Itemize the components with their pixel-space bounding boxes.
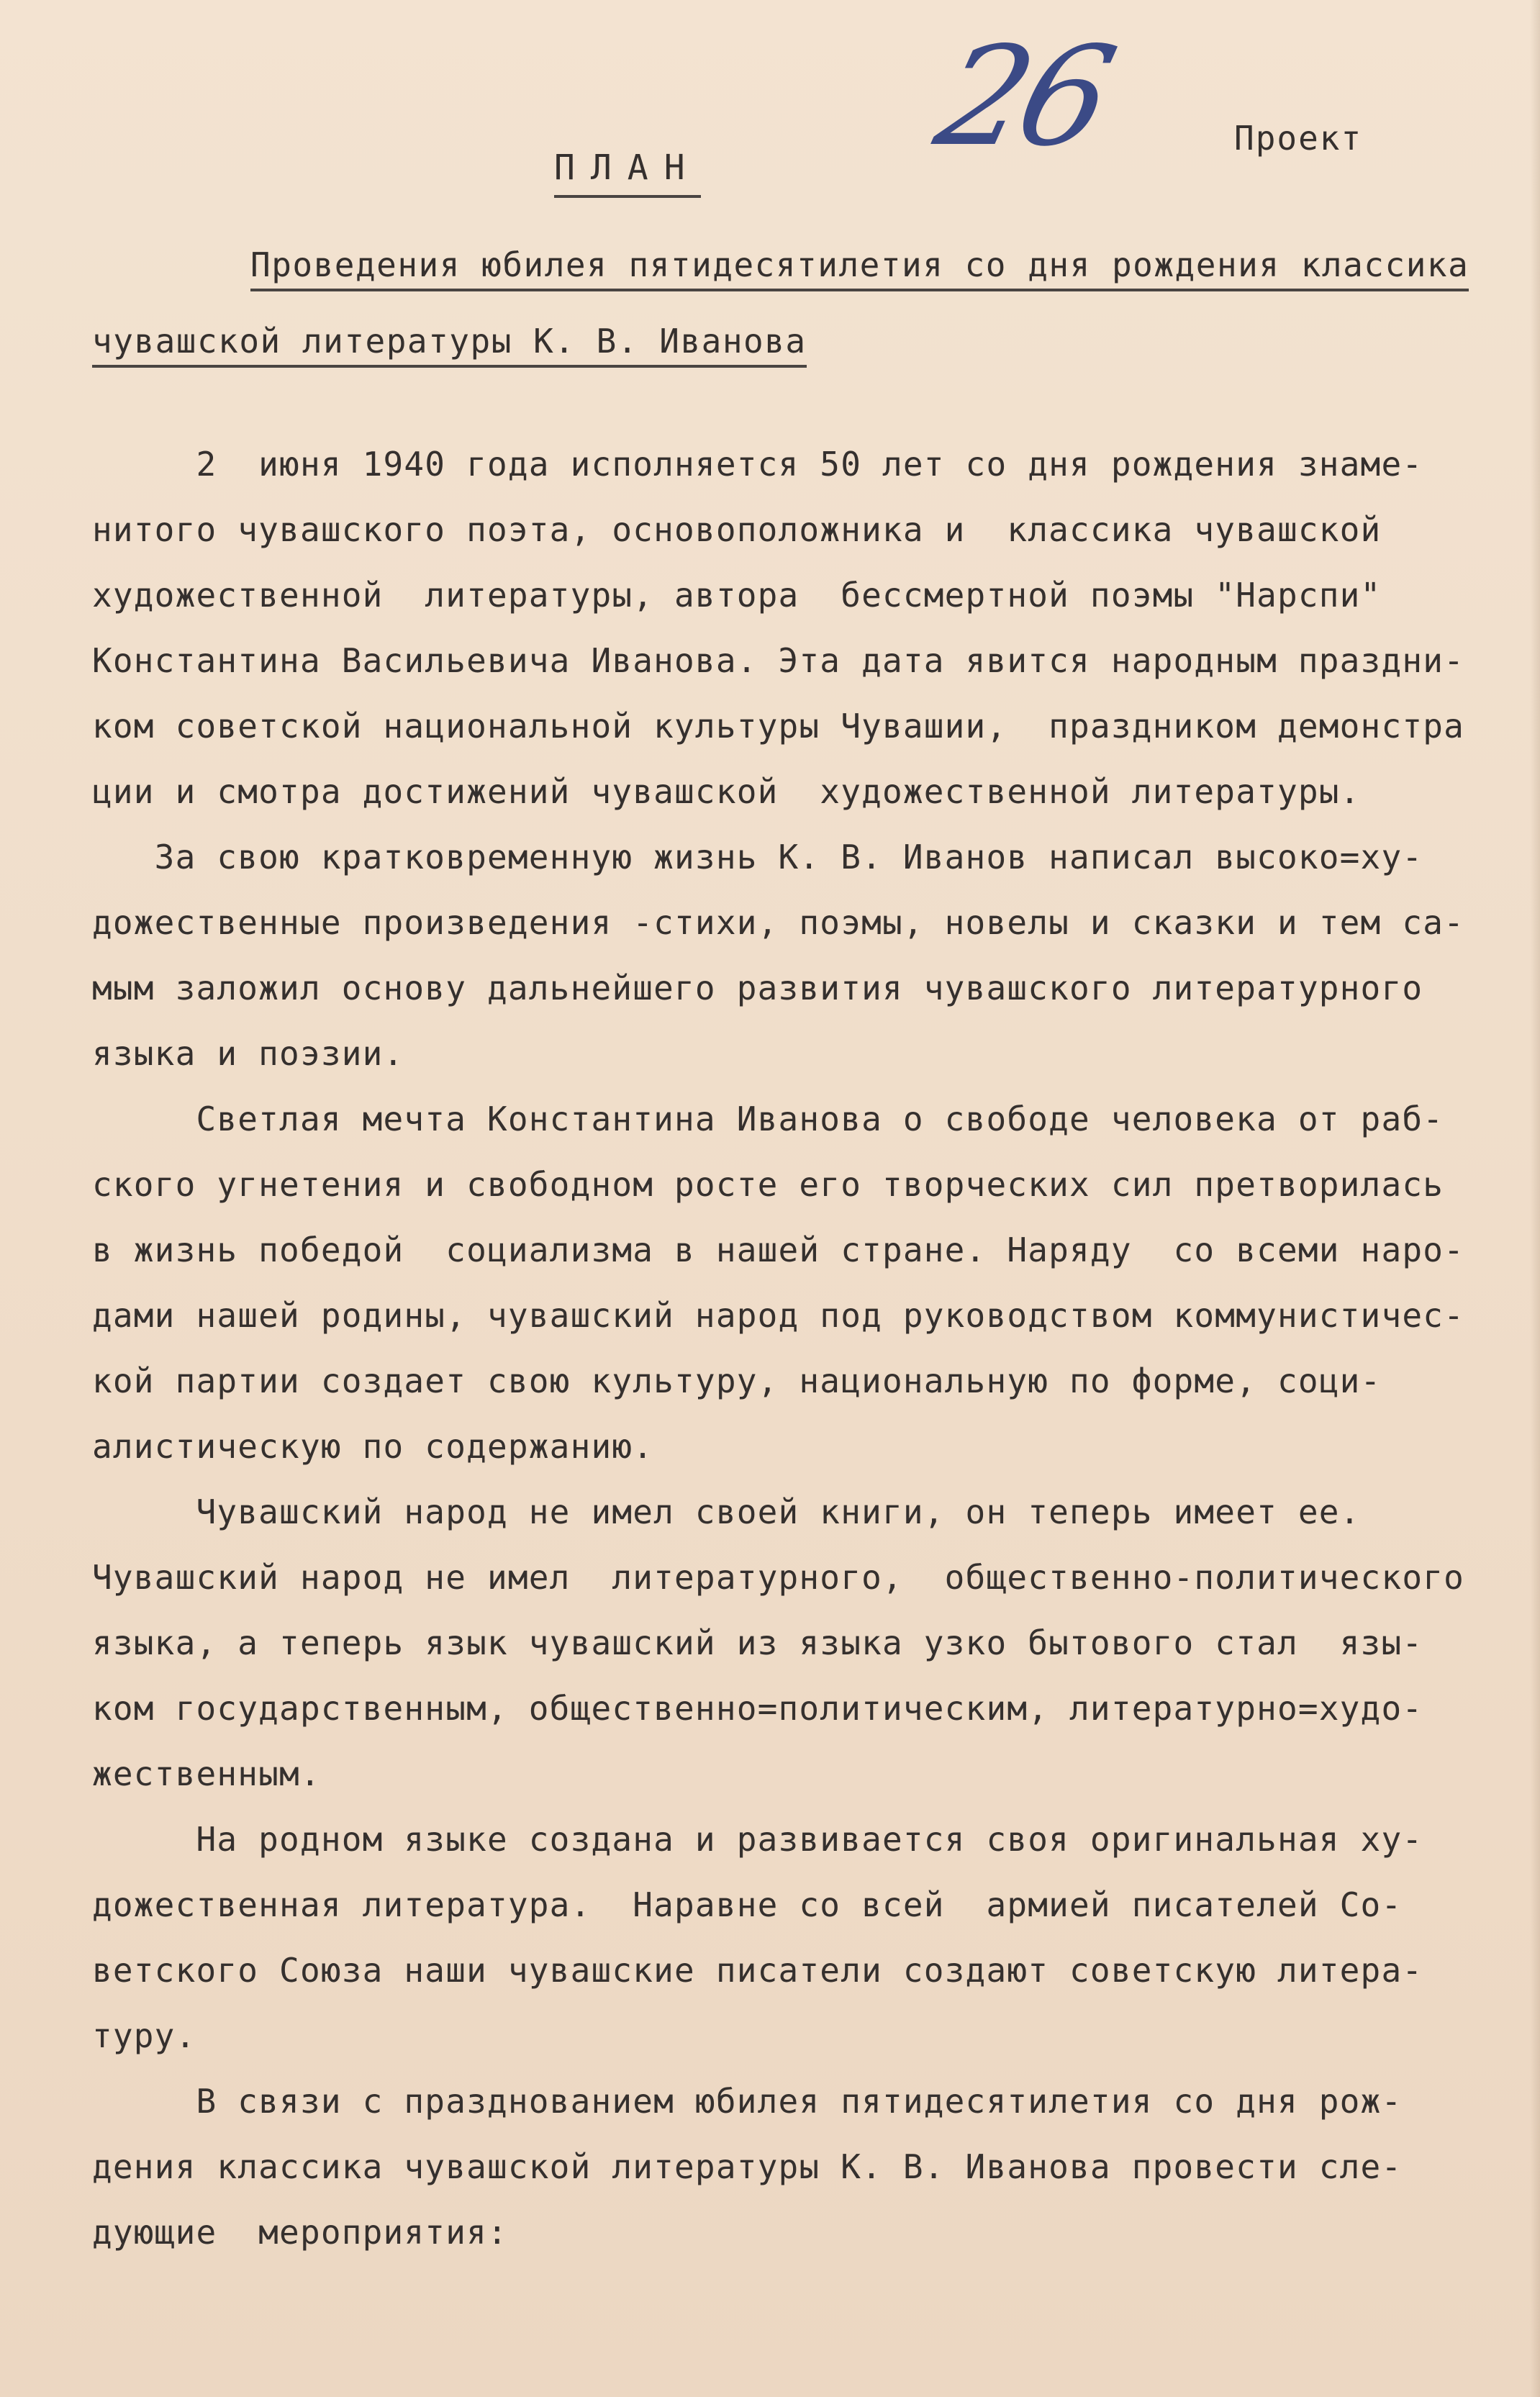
body-line: кой партии создает свою культуру, национальную по форме, соци-	[92, 1361, 1382, 1400]
body-line: 2 июня 1940 года исполняется 50 лет со дня рождения знаме-	[92, 445, 1423, 484]
body-line: На родном языке создана и развивается своя оригинальная ху-	[92, 1820, 1423, 1859]
body-line: дения классика чувашской литературы К. В. Иванова провести сле-	[92, 2147, 1403, 2186]
body-line: ком советской национальной культуры Чувашии, праздником демонстра	[92, 707, 1465, 746]
body-line: За свою кратковременную жизнь К. В. Иванов написал высоко=ху-	[92, 838, 1423, 876]
body-line: в жизнь победой социализма в нашей стране. Наряду со всеми наро-	[92, 1231, 1465, 1269]
body-line: дами нашей родины, чувашский народ под руководством коммунистичес-	[92, 1296, 1465, 1335]
paper-edge	[1530, 0, 1540, 2397]
body-line: нитого чувашского поэта, основоположника и классика чувашской	[92, 510, 1382, 549]
body-line: языка и поэзии.	[92, 1034, 404, 1073]
body-line: алистическую по содержанию.	[92, 1427, 654, 1466]
document-subtitle	[92, 227, 1517, 379]
body-line: дующие мероприятия:	[92, 2213, 508, 2252]
body-line: ции и смотра достижений чувашской художественной литературы.	[92, 772, 1361, 811]
handwritten-folio-number: 26	[923, 17, 1123, 176]
body-line: Константина Васильевича Иванова. Эта дата явится народным праздни-	[92, 641, 1465, 680]
body-line: художественной литературы, автора бессмертной поэмы "Нарспи"	[92, 576, 1382, 615]
subtitle-line-1: Проведения юбилея пятидесятилетия со дня рождения классика	[250, 245, 1469, 291]
body-text	[92, 432, 1517, 2265]
body-line: дожественная литература. Наравне со всей армией писателей Со-	[92, 1885, 1403, 1924]
body-line: В связи с празднованием юбилея пятидесятилетия со дня рож-	[92, 2082, 1403, 2121]
body-line: языка, а теперь язык чувашский из языка узко бытового стал язы-	[92, 1623, 1423, 1662]
body-line: Чувашский народ не имел литературного, общественно-политического	[92, 1558, 1465, 1597]
body-line: туру.	[92, 2016, 196, 2055]
body-line: ком государственным, общественно=политическим, литературно=худо-	[92, 1689, 1423, 1728]
subtitle-line-2: чувашской литературы К. В. Иванова	[92, 322, 807, 368]
body-line: Чувашский народ не имел своей книги, он теперь имеет ее.	[92, 1492, 1361, 1531]
body-line: жественным.	[92, 1754, 321, 1793]
body-line: Светлая мечта Константина Иванова о свободе человека от раб-	[92, 1100, 1444, 1138]
body-line: мым заложил основу дальнейшего развития чувашского литературного	[92, 969, 1423, 1007]
body-line: ветского Союза наши чувашские писатели создают советскую литера-	[92, 1951, 1423, 1990]
body-line: дожественные произведения -стихи, поэмы, новелы и сказки и тем са-	[92, 903, 1465, 942]
body-line: ского угнетения и свободном росте его творческих сил претворилась	[92, 1165, 1444, 1204]
draft-label: Проект	[1234, 119, 1363, 158]
document-title: ПЛАН	[554, 148, 701, 198]
